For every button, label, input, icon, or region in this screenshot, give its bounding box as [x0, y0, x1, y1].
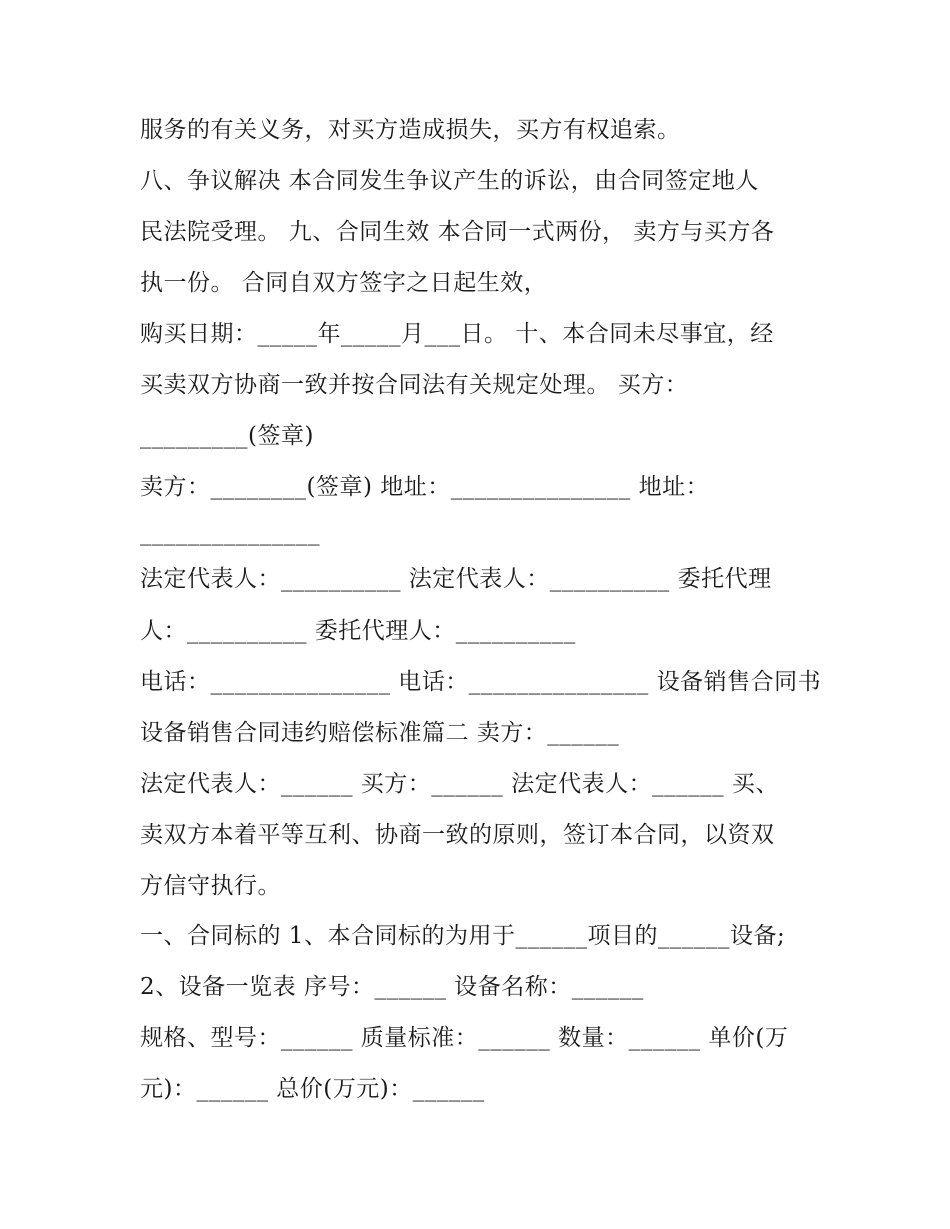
- text-line: 购买日期：_____年_____月___日。 十、本合同未尽事宜，经: [140, 321, 774, 347]
- text-line: 民法院受理。 九、合同生效 本合同一式两份， 卖方与买方各: [140, 219, 775, 245]
- text-line: 服务的有关义务，对买方造成损失，买方有权追索。: [140, 117, 681, 143]
- text-line: 一、合同标的 1、本合同标的为用于______项目的______设备;: [140, 923, 786, 949]
- text-line: 卖方：________(签章) 地址：_______________ 地址：: [140, 474, 710, 500]
- text-line: 人：__________ 委托代理人：__________: [140, 618, 576, 644]
- text-line: 执一份。 合同自双方签字之日起生效，: [140, 270, 548, 296]
- text-line: 2、设备一览表 序号：______ 设备名称：______: [140, 974, 644, 1000]
- text-line: 设备销售合同违约赔偿标准篇二 卖方：______: [140, 720, 620, 746]
- text-line: 元)：______ 总价(万元)：______: [140, 1076, 485, 1102]
- text-line: 八、争议解决 本合同发生争议产生的诉讼，由合同签定地人: [140, 168, 759, 194]
- text-line: 法定代表人：______ 买方：______ 法定代表人：______ 买、: [140, 771, 779, 797]
- text-line: _________(签章): [140, 423, 314, 449]
- text-line: 电话：_______________ 电话：_______________ 设备销售合同书: [140, 669, 822, 695]
- text-line: 卖双方本着平等互利、协商一致的原则，签订本合同，以资双: [140, 822, 775, 848]
- text-line: 买卖双方协商一致并按合同法有关规定处理。 买方：: [140, 372, 689, 398]
- text-line: 规格、型号：______ 质量标准：______ 数量：______ 单价(万: [140, 1025, 789, 1051]
- text-line: 法定代表人：__________ 法定代表人：__________ 委托代理: [140, 566, 772, 592]
- text-line: _______________: [140, 520, 320, 546]
- text-line: 方信守执行。: [140, 873, 281, 899]
